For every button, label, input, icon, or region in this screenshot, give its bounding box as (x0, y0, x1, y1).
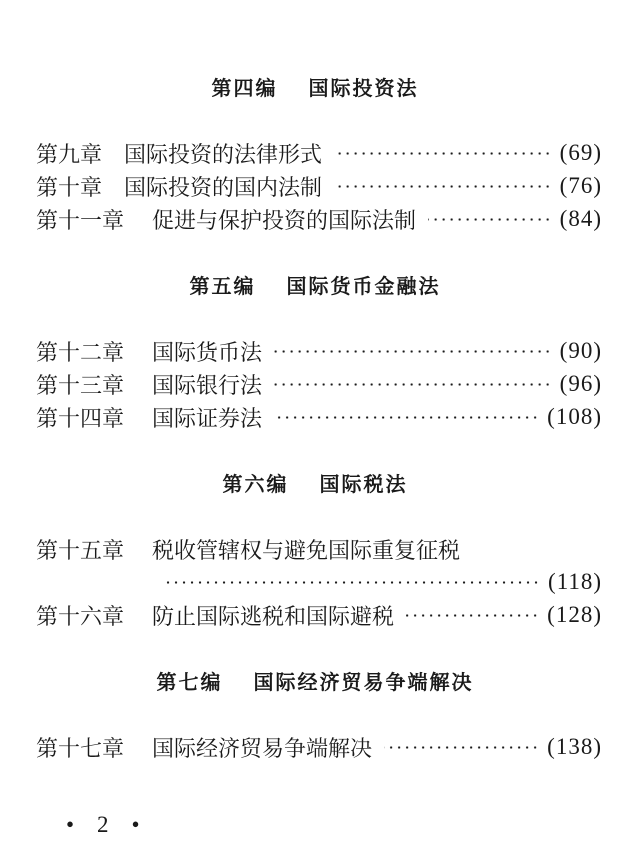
toc-entry[interactable] (36, 600, 602, 630)
chapter-number: 第十七章 (36, 736, 125, 762)
toc-entry[interactable] (36, 336, 602, 366)
page-reference: (108) (547, 404, 602, 429)
page-reference: (76) (559, 173, 602, 198)
chapter-title: 税收管辖权与避免国际重复征税 (152, 538, 461, 564)
page-reference: (138) (547, 734, 602, 759)
toc-entry[interactable] (36, 534, 602, 564)
chapter-number: 第十二章 (36, 340, 125, 366)
chapter-title: 国际证券法 (152, 406, 263, 432)
part-title: 第五编 国际货币金融法 (189, 274, 441, 298)
chapter-number: 第十五章 (36, 538, 125, 564)
chapter-number: 第九章 (36, 142, 103, 168)
toc-entry[interactable] (36, 402, 602, 432)
dot-leader (334, 152, 552, 155)
page-reference: (96) (559, 371, 602, 396)
chapter-title: 国际投资的国内法制 (124, 175, 323, 201)
part-title: 第六编 国际税法 (222, 472, 408, 496)
chapter-title: 防止国际逃税和国际避税 (152, 604, 395, 630)
dot-leader (274, 416, 539, 419)
toc-entry[interactable] (36, 732, 602, 762)
page-number: • 2 • (66, 812, 140, 837)
toc-entry[interactable] (36, 171, 602, 201)
chapter-number: 第十一章 (36, 208, 125, 234)
chapter-title: 国际投资的法律形式 (124, 142, 323, 168)
chapter-number: 第十六章 (36, 604, 125, 630)
chapter-title: 国际银行法 (152, 373, 263, 399)
chapter-title: 促进与保护投资的国际法制 (152, 208, 417, 234)
page-reference: (90) (559, 338, 602, 363)
dot-leader (166, 581, 540, 584)
chapter-number: 第十三章 (36, 373, 125, 399)
part-title: 第四编 国际投资法 (211, 76, 419, 100)
dot-leader (384, 746, 539, 749)
chapter-title: 国际经济贸易争端解决 (152, 736, 373, 762)
dot-leader (428, 218, 552, 221)
dot-leader (274, 383, 552, 386)
page-reference: (84) (559, 206, 602, 231)
chapter-number: 第十章 (36, 175, 103, 201)
page-reference: (128) (547, 602, 602, 627)
toc-entry-continuation[interactable] (36, 567, 602, 597)
chapter-title: 国际货币法 (152, 340, 263, 366)
toc-entry[interactable] (36, 204, 602, 234)
dot-leader (334, 185, 552, 188)
chapter-number: 第十四章 (36, 406, 125, 432)
toc-entry[interactable] (36, 369, 602, 399)
page-reference: (118) (548, 569, 602, 594)
toc-entry[interactable] (36, 138, 602, 168)
dot-leader (406, 614, 539, 617)
part-title: 第七编 国际经济贸易争端解决 (156, 670, 474, 694)
dot-leader (274, 350, 552, 353)
page-reference: (69) (559, 140, 602, 165)
